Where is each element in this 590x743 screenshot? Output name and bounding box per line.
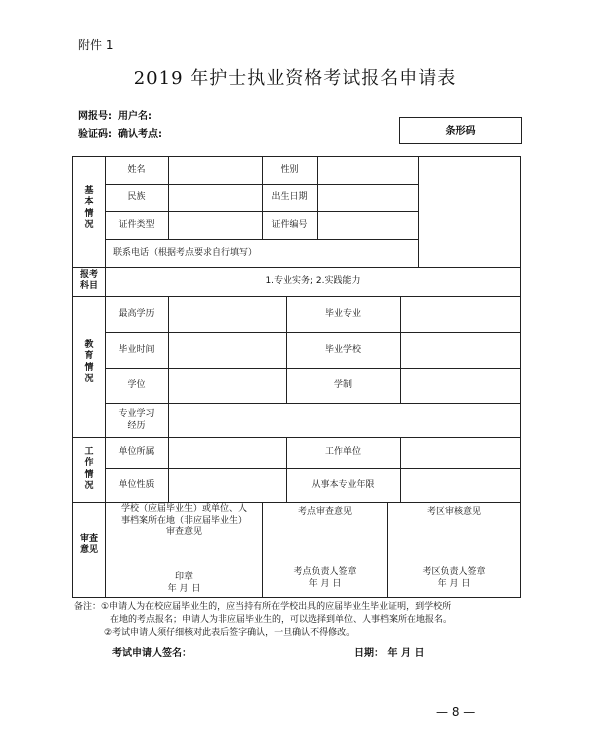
school-label: 毕业学校 (324, 344, 361, 355)
subject-value: 1.专业实务; 2.实践能力 (265, 276, 361, 287)
photo-area (419, 157, 520, 267)
attachment-label: 附件 1 (78, 38, 114, 52)
id-type-field[interactable] (169, 212, 262, 239)
birthdate-label: 出生日期 (271, 192, 308, 203)
study-history-label: 专业学习 经历 (118, 408, 155, 431)
school-date: 年 月 日 (167, 584, 201, 595)
site-sign-label: 考点负责人签章 (293, 567, 357, 578)
ethnicity-label: 民族 (127, 192, 146, 203)
section-work-label: 工 作 情 况 (84, 447, 94, 491)
name-label: 姓名 (127, 164, 146, 175)
page-title: 2019 年护士执业资格考试报名申请表 (133, 68, 457, 89)
duration-label: 学制 (333, 380, 352, 391)
seal-label: 印章 (174, 572, 193, 583)
ethnicity-field[interactable] (169, 185, 262, 211)
degree-level-label: 最高学历 (118, 308, 155, 319)
verify-code-label: 验证码: (78, 129, 112, 140)
phone-label: 联系电话（根据考点要求自行填写） (113, 247, 258, 258)
gender-label: 性别 (280, 164, 299, 175)
id-no-label: 证件编号 (271, 219, 308, 230)
district-date: 年 月 日 (437, 579, 471, 590)
degree-label: 学位 (127, 380, 146, 391)
section-subject-label: 报考 科目 (79, 270, 98, 292)
unit-nature-label: 单位性质 (118, 479, 155, 490)
district-sign-label: 考区负责人签章 (422, 567, 486, 578)
major-label: 毕业专业 (324, 308, 361, 319)
applicant-signature-label: 考试申请人签名： (112, 648, 192, 659)
signature-date-label: 日期： 年 月 日 (354, 648, 425, 659)
work-unit-label: 工作单位 (324, 447, 361, 458)
employer-label: 单位所属 (118, 447, 155, 458)
site-opinion-label: 考点审查意见 (297, 507, 352, 518)
confirm-site-label: 确认考点: (118, 129, 162, 140)
section-basic-label: 基 本 情 况 (84, 186, 94, 230)
school-opinion-label: 学校（应届毕业生）或单位、人 事档案所在地（非应届毕业生） 审查意见 (120, 504, 247, 538)
grad-time-label: 毕业时间 (118, 344, 155, 355)
net-no-label: 网报号: (78, 111, 112, 122)
barcode-box: 条形码 (399, 117, 522, 144)
note-line-3: ②考试申请人须仔细核对此表后签字确认，一旦确认不得修改。 (104, 628, 356, 638)
gender-field[interactable] (318, 157, 418, 184)
username-label: 用户名: (118, 111, 152, 122)
section-review-label: 审查 意见 (79, 534, 98, 556)
page-number: — 8 — (436, 705, 476, 719)
name-field[interactable] (169, 157, 262, 184)
id-no-field[interactable] (318, 212, 418, 239)
site-date: 年 月 日 (308, 579, 342, 590)
work-years-label: 从事本专业年限 (311, 479, 375, 490)
section-education-label: 教 育 情 况 (84, 340, 94, 384)
note-line-1: 备注：①申请人为在校应届毕业生的，应当持有所在学校出具的应届毕业生毕业证明，到学校所 (74, 602, 452, 612)
note-line-2: 在地的考点报名；申请人为非应届毕业生的，可以选择到单位、人事档案所在地报名。 (110, 615, 453, 625)
district-opinion-label: 考区审核意见 (426, 507, 481, 518)
birthdate-field[interactable] (318, 185, 418, 211)
id-type-label: 证件类型 (118, 219, 155, 230)
